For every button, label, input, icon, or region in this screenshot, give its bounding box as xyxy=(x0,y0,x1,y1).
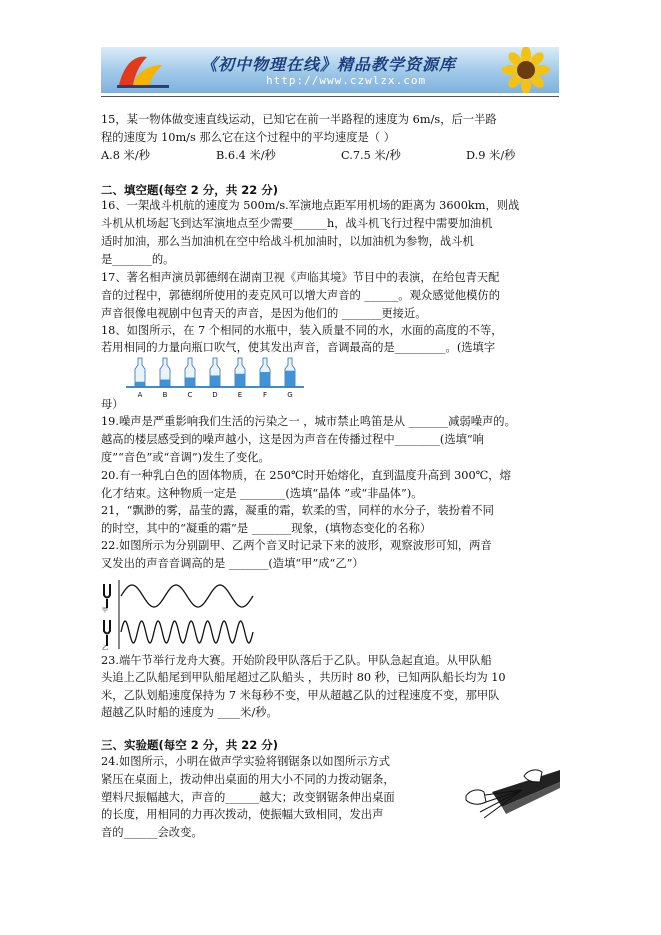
bottle-d xyxy=(210,358,220,398)
header-divider xyxy=(101,96,559,97)
q18-line-2: 若用相同的力量向瓶口吹气，使其发出声音，音调最高的是_________。(选填字 xyxy=(101,341,496,354)
q23-line-3: 米，乙队划船速度保持为 7 米每秒不变，甲从超越乙队的过程速度不变，那甲队 xyxy=(101,689,500,702)
water-level-b xyxy=(161,380,170,386)
water-level-a xyxy=(136,382,145,386)
section-3-heading: 三、实验题(每空 2 分，共 22 分) xyxy=(101,738,279,752)
section-2-heading: 二、填空题(每空 2 分，共 22 分) xyxy=(101,183,279,197)
q20-line-1: 20.有一种乳白色的固体物质，在 250℃时开始熔化，直到温度升高到 300℃，熔 xyxy=(101,469,511,482)
water-level-e xyxy=(236,374,245,386)
banner-url[interactable]: http://www.czwlzx.com xyxy=(266,74,427,87)
water-level-d xyxy=(211,375,220,386)
bottle-label-c: C xyxy=(187,391,193,398)
q21-line-1: 21，“飘渺的雾，晶莹的露，凝重的霜，软柔的雪，同样的水分子，装扮着不同 xyxy=(101,504,494,517)
q16-line-1: 16、一架战斗机航的速度为 500m/s.军演地点距军用机场的距离为 3600km，则战 xyxy=(101,199,520,212)
sunflower-icon xyxy=(499,47,553,93)
q19-line-3: 度”“音色”或“音调”)发生了变化。 xyxy=(101,451,270,464)
q17-line-3: 声音很像电视剧中包青天的声音，是因为他们的 _______更接近。 xyxy=(101,307,427,320)
saw-blade-on-table-figure xyxy=(462,752,562,827)
q23-line-2: 头追上乙队船尾到甲队船尾超过乙队船头 ，共历时 80 秒，已知两队船长均为 10 xyxy=(101,671,506,684)
wave-label-yi: 乙 xyxy=(102,645,109,651)
q24-line-5: 音的______会改变。 xyxy=(101,826,203,839)
header-banner xyxy=(101,47,559,93)
q22-line-1: 22.如图所示为分别副甲、乙两个音叉时记录下来的波形，观察波形可知，两音 xyxy=(101,539,492,552)
banner-title: 《初中物理在线》精品教学资源库 xyxy=(201,55,457,74)
q19-line-2: 越高的楼层感受到的噪声越小，这是因为声音在传播过程中________(选填“响 xyxy=(101,433,484,446)
tuning-fork-jia-icon xyxy=(104,584,110,608)
waveform-jia xyxy=(121,585,253,607)
water-level-g xyxy=(286,371,295,386)
bottle-label-g: G xyxy=(287,391,293,398)
q15-option-a: A.8 米/秒 xyxy=(101,149,150,162)
q22-line-2: 叉发出的声音音调高的是 _______(造填“甲”成“乙”） xyxy=(101,557,364,570)
bottle-label-b: B xyxy=(162,391,168,398)
bottle-e xyxy=(235,358,245,398)
bottle-c xyxy=(185,358,195,398)
q16-line-4: 是_______的。 xyxy=(101,253,175,266)
q18-line-1: 18、如图所示，在 7 个相同的水瓶中，装入质量不同的水，水面的高度的不等， xyxy=(101,324,503,337)
q19-line-1: 19.噪声是严重影响我们生活的污染之一 ，城市禁止鸣笛是从 _______减弱噪声的。 xyxy=(101,415,516,428)
waveform-yi xyxy=(121,621,253,643)
water-bottles-figure xyxy=(126,356,304,398)
q24-line-2: 紧压在桌面上，拨动伸出桌面的用大小不同的力拨动锯条， xyxy=(101,773,395,786)
bottle-g xyxy=(285,358,295,398)
q24-line-4: 的长度，用相同的力再次拨动，使振幅大致相同，发出声 xyxy=(101,808,384,821)
wave-label-jia: 甲 xyxy=(102,607,109,614)
tuning-fork-waveforms-figure xyxy=(101,578,255,651)
q15-option-c: C.7.5 米/秒 xyxy=(341,149,401,162)
tuning-fork-yi-icon xyxy=(104,620,110,646)
q16-line-2: 斗机从机场起飞到达军演地点至少需要______h，战斗机飞行过程中需要加油机 xyxy=(101,217,493,230)
bottle-label-e: E xyxy=(237,391,243,398)
q15-line-1: 15，某一物体做变速直线运动，已知它在前一半路程的速度为 6m/s，后一半路 xyxy=(101,113,497,126)
q21-line-2: 的时空，其中的“凝重的霜”是 _______现象，(填物态变化的名称） xyxy=(101,522,432,535)
q15-option-b: B.6.4 米/秒 xyxy=(216,149,276,162)
q24-line-1: 24.如图所示，小明在做声学实验将钢锯条以如图所示方式 xyxy=(101,755,391,768)
bottle-label-d: D xyxy=(212,391,218,398)
bottle-b xyxy=(160,358,170,398)
bottle-label-f: F xyxy=(262,391,268,398)
q17-line-2: 音的过程中，郭德纲所使用的麦克风可以增大声音的 ______。观众感觉他模仿的 xyxy=(101,289,500,302)
q23-line-1: 23.端午节举行龙舟大赛。开始阶段甲队落后于乙队。甲队急起直追。从甲队船 xyxy=(101,654,492,667)
q16-line-3: 适时加油，那么当加油机在空中给战斗机加油时，以加油机为参物，战斗机 xyxy=(101,235,474,248)
q18-line-3: 母） xyxy=(101,398,124,411)
site-logo-icon xyxy=(111,51,181,91)
water-level-f xyxy=(261,372,270,386)
pressing-hand-icon xyxy=(524,770,542,782)
bottle-a xyxy=(135,358,145,398)
bottle-f xyxy=(260,358,270,398)
plucking-hand-icon xyxy=(466,790,486,804)
q17-line-1: 17、著名相声演员郭德纲在湖南卫视《声临其境》节目中的表演，在给包青天配 xyxy=(101,271,500,284)
q23-line-4: 超越乙队时船的速度为 ____米/秒。 xyxy=(101,706,278,719)
q15-option-d: D.9 米/秒 xyxy=(466,149,516,162)
q24-line-3: 塑料尺振幅越大，声音的______越大；改变钢锯条伸出桌面 xyxy=(101,791,395,804)
bottle-label-a: A xyxy=(137,391,143,398)
water-level-c xyxy=(186,378,195,387)
q20-line-2: 化才结束。这种物质一定是 ________(选填“晶体 ”或“非晶体”)。 xyxy=(101,487,423,500)
q15-line-2: 程的速度为 10m/s 那么它在这个过程中的平均速度是（ ） xyxy=(101,131,395,144)
